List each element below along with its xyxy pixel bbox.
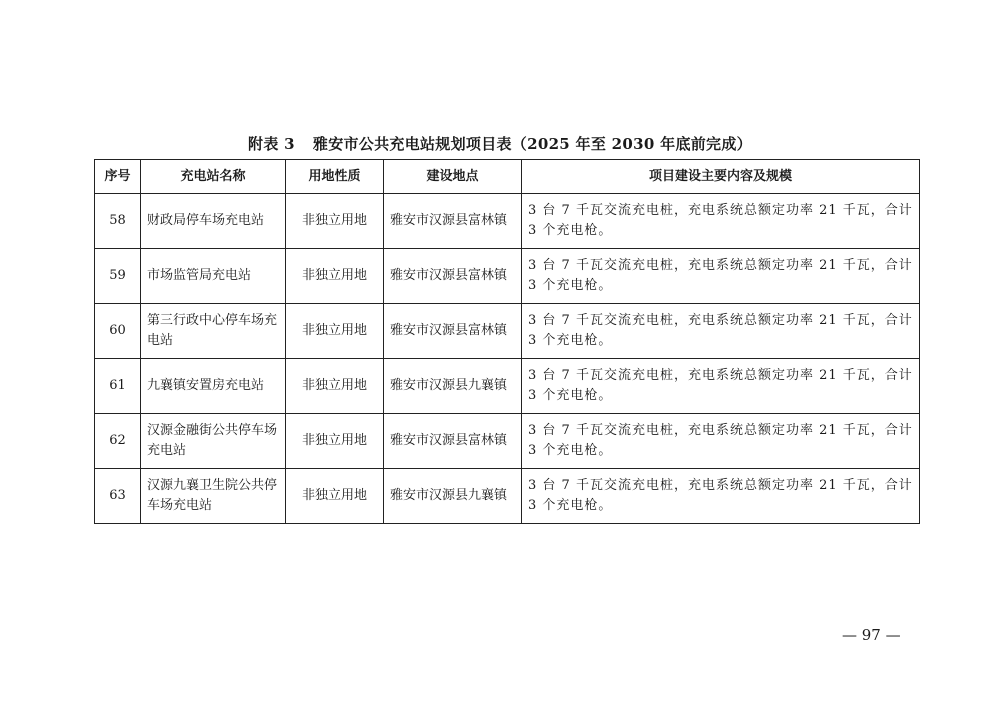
cell-no: 59 (95, 249, 141, 304)
cell-name: 九襄镇安置房充电站 (141, 359, 286, 414)
cell-no: 62 (95, 414, 141, 469)
cell-content: 3 台 7 千瓦交流充电桩，充电系统总额定功率 21 千瓦，合计 3 个充电枪。 (522, 249, 920, 304)
table-row (95, 304, 920, 359)
cell-name: 汉源九襄卫生院公共停车场充电站 (141, 469, 286, 524)
cell-location: 雅安市汉源县富林镇 (384, 414, 522, 469)
cell-no: 61 (95, 359, 141, 414)
title-prefix: 附表 3 (248, 135, 295, 153)
header-name: 充电站名称 (141, 160, 286, 194)
cell-land: 非独立用地 (286, 249, 384, 304)
cell-location: 雅安市汉源县九襄镇 (384, 359, 522, 414)
cell-no: 63 (95, 469, 141, 524)
table-row (95, 194, 920, 249)
cell-content: 3 台 7 千瓦交流充电桩，充电系统总额定功率 21 千瓦，合计 3 个充电枪。 (522, 414, 920, 469)
charging-station-plan-table (94, 159, 920, 524)
cell-location: 雅安市汉源县九襄镇 (384, 469, 522, 524)
cell-content: 3 台 7 千瓦交流充电桩，充电系统总额定功率 21 千瓦，合计 3 个充电枪。 (522, 469, 920, 524)
table-title (0, 133, 1000, 154)
cell-no: 60 (95, 304, 141, 359)
cell-name: 财政局停车场充电站 (141, 194, 286, 249)
table-row (95, 359, 920, 414)
cell-land: 非独立用地 (286, 304, 384, 359)
cell-location: 雅安市汉源县富林镇 (384, 194, 522, 249)
cell-land: 非独立用地 (286, 194, 384, 249)
cell-land: 非独立用地 (286, 414, 384, 469)
cell-name: 汉源金融街公共停车场充电站 (141, 414, 286, 469)
table-row (95, 469, 920, 524)
cell-location: 雅安市汉源县富林镇 (384, 304, 522, 359)
cell-location: 雅安市汉源县富林镇 (384, 249, 522, 304)
cell-no: 58 (95, 194, 141, 249)
header-content: 项目建设主要内容及规模 (522, 160, 920, 194)
cell-content: 3 台 7 千瓦交流充电桩，充电系统总额定功率 21 千瓦，合计 3 个充电枪。 (522, 359, 920, 414)
cell-land: 非独立用地 (286, 469, 384, 524)
table-header-row (95, 160, 920, 194)
cell-name: 市场监管局充电站 (141, 249, 286, 304)
table-row (95, 414, 920, 469)
title-main: 雅安市公共充电站规划项目表（2025 年至 2030 年底前完成） (312, 135, 752, 153)
header-location: 建设地点 (384, 160, 522, 194)
cell-name: 第三行政中心停车场充电站 (141, 304, 286, 359)
page-number: — 97 — (842, 626, 901, 644)
cell-content: 3 台 7 千瓦交流充电桩，充电系统总额定功率 21 千瓦，合计 3 个充电枪。 (522, 194, 920, 249)
cell-content: 3 台 7 千瓦交流充电桩，充电系统总额定功率 21 千瓦，合计 3 个充电枪。 (522, 304, 920, 359)
table-row (95, 249, 920, 304)
header-land: 用地性质 (286, 160, 384, 194)
cell-land: 非独立用地 (286, 359, 384, 414)
header-no: 序号 (95, 160, 141, 194)
